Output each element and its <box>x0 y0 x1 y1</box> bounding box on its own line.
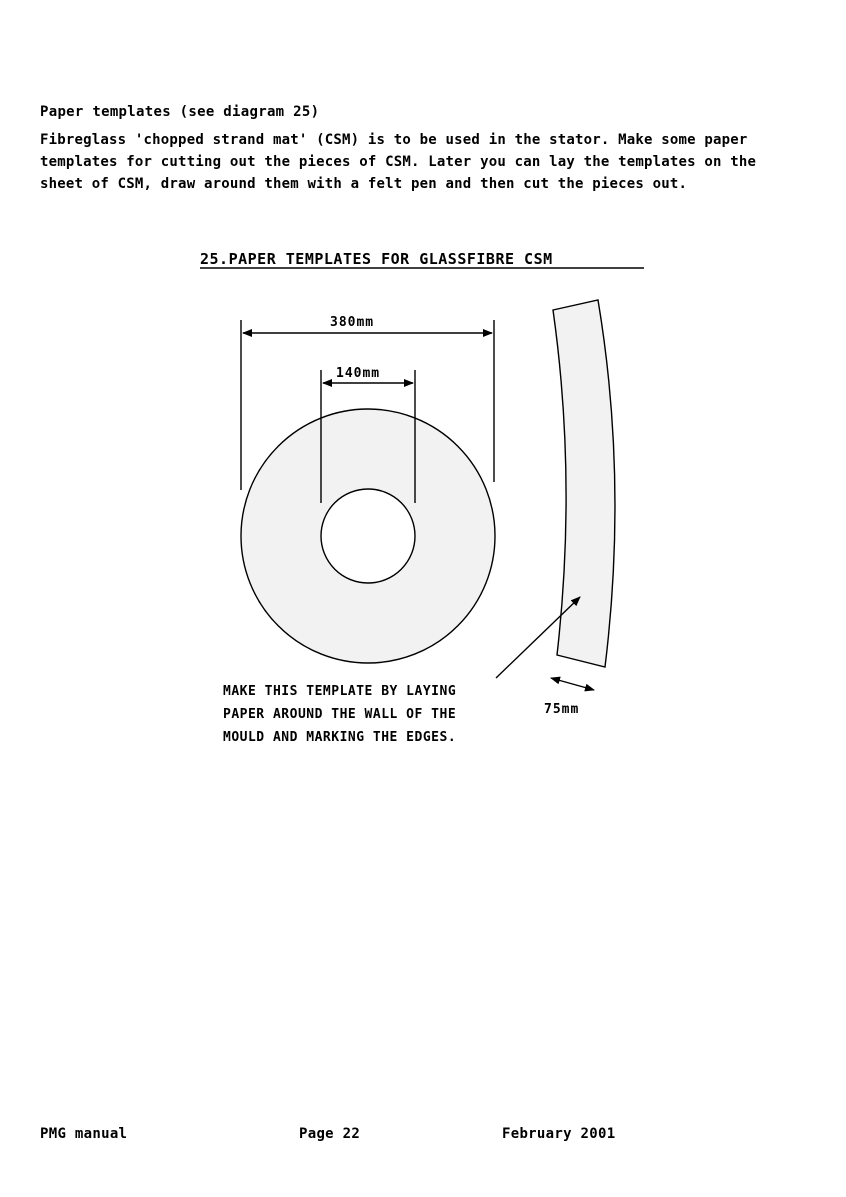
note-line: MAKE THIS TEMPLATE BY LAYING <box>223 684 457 699</box>
inner-dimension-label: 140mm <box>336 366 381 381</box>
diagram-title: 25.PAPER TEMPLATES FOR GLASSFIBRE CSM <box>200 250 553 268</box>
outer-dimension-label: 380mm <box>330 315 375 330</box>
strip-width-arrow <box>551 678 594 690</box>
paragraph-line: Fibreglass 'chopped strand mat' (CSM) is to be used in the stator. Make some paper <box>40 132 748 148</box>
footer-page-number: Page 22 <box>299 1126 361 1142</box>
note-line: MOULD AND MARKING THE EDGES. <box>223 730 457 745</box>
strip-width-label: 75mm <box>544 702 580 717</box>
footer-date: February 2001 <box>502 1126 616 1142</box>
note-line: PAPER AROUND THE WALL OF THE <box>223 707 457 722</box>
paragraph-line: sheet of CSM, draw around them with a felt pen and then cut the pieces out. <box>40 176 688 192</box>
footer-left: PMG manual <box>40 1126 128 1142</box>
section-heading: Paper templates (see diagram 25) <box>40 104 320 120</box>
ring-template <box>241 409 495 663</box>
strip-template <box>553 300 615 667</box>
paragraph-line: templates for cutting out the pieces of CSM. Later you can lay the templates on the <box>40 154 757 170</box>
